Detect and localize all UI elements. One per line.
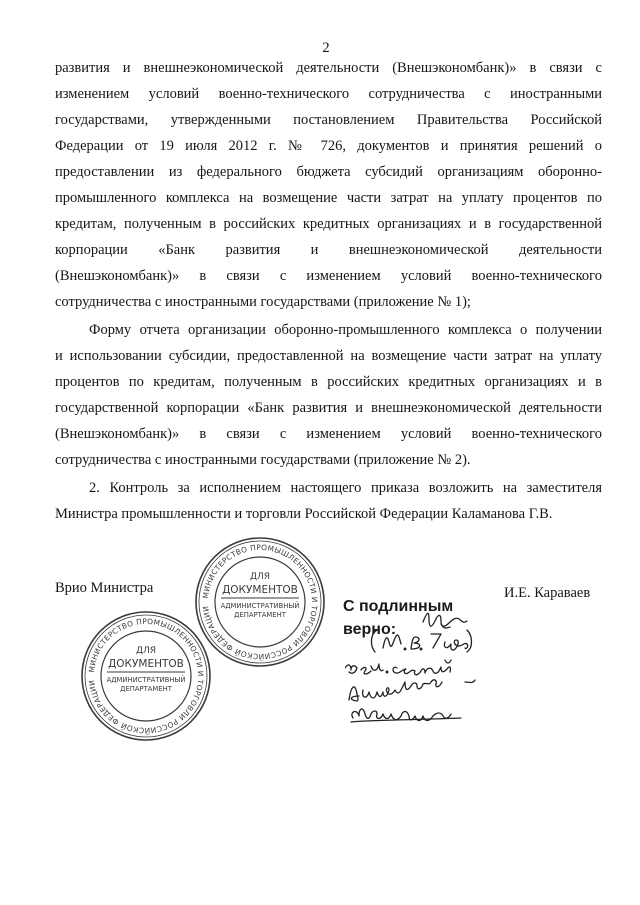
certification-line: С подлинным xyxy=(343,598,454,615)
text-line: 2. Контроль за исполнением настоящего приказа возложить на заместителя xyxy=(89,480,602,496)
text-line: кредитам, полученным в российских кредитных организациях и в государственной xyxy=(55,216,602,232)
handwritten-signature xyxy=(345,600,505,725)
text-line: (Внешэкономбанк)» в связи с изменением условий военно-технического xyxy=(55,268,602,284)
svg-text:ДОКУМЕНТОВ: ДОКУМЕНТОВ xyxy=(222,584,298,596)
text-line: (Внешэкономбанк)» в связи с изменением условий военно-технического xyxy=(55,426,602,442)
text-line: корпорации «Банк развития и внешнеэкономической деятельности xyxy=(55,242,602,258)
svg-text:ДЛЯ: ДЛЯ xyxy=(135,646,157,656)
text-line: развития и внешнеэкономической деятельности (Внешэкономбанк)» в связи с xyxy=(55,60,602,76)
svg-text:ДЕПАРТАМЕНТ: ДЕПАРТАМЕНТ xyxy=(234,611,286,619)
text-line: и использовании субсидии, предоставленной на возмещение части затрат на уплату xyxy=(55,348,602,364)
text-line: сотрудничества с иностранными государствами (приложение № 2). xyxy=(55,452,471,468)
svg-text:ДЛЯ: ДЛЯ xyxy=(249,572,271,582)
svg-text:АДМИНИСТРАТИВНЫЙ: АДМИНИСТРАТИВНЫЙ xyxy=(220,602,300,610)
official-stamp xyxy=(79,609,213,743)
text-line: Форму отчета организации оборонно-промышленного комплекса о получении xyxy=(89,322,602,338)
page-number: 2 xyxy=(322,40,330,56)
text-line: предоставлении из федерального бюджета субсидий организациям оборонно- xyxy=(55,164,602,180)
text-line: Федерации от 19 июля 2012 г. № 726, документов и принятия решений о xyxy=(55,138,602,154)
text-line: изменением условий военно-технического сотрудничества с иностранными xyxy=(55,86,602,102)
svg-text:ДЕПАРТАМЕНТ: ДЕПАРТАМЕНТ xyxy=(120,685,172,693)
text-line: государствами, утвержденными постановлением Правительства Российской xyxy=(55,112,602,128)
text-line: процентов по кредитам, полученным в российских кредитных организациях и в xyxy=(55,374,602,390)
svg-text:МИНИСТЕРСТВО ПРОМЫШЛЕННОСТИ И: МИНИСТЕРСТВО ПРОМЫШЛЕННОСТИ И ТОРГОВЛИ РОССИЙСКОЙ ФЕДЕРАЦИИ xyxy=(87,616,206,736)
text-line: Министра промышленности и торговли Российской Федерации Каламанова Г.В. xyxy=(55,506,553,522)
text-line: государственной корпорации «Банк развития и внешнеэкономической деятельности xyxy=(55,400,602,416)
text-line: промышленного комплекса на возмещение части затрат на уплату процентов по xyxy=(55,190,602,206)
svg-text:АДМИНИСТРАТИВНЫЙ: АДМИНИСТРАТИВНЫЙ xyxy=(106,676,186,684)
signer-title: Врио Министра xyxy=(55,580,154,596)
signer-name: И.Е. Караваев xyxy=(504,585,591,601)
certification-line: верно: xyxy=(343,621,397,638)
text-line: сотрудничества с иностранными государствами (приложение № 1); xyxy=(55,294,471,310)
official-stamp xyxy=(193,535,327,669)
svg-text:ДОКУМЕНТОВ: ДОКУМЕНТОВ xyxy=(108,658,184,670)
svg-text:МИНИСТЕРСТВО ПРОМЫШЛЕННОСТИ И: МИНИСТЕРСТВО ПРОМЫШЛЕННОСТИ И ТОРГОВЛИ РОССИЙСКОЙ ФЕДЕРАЦИИ xyxy=(201,542,320,662)
